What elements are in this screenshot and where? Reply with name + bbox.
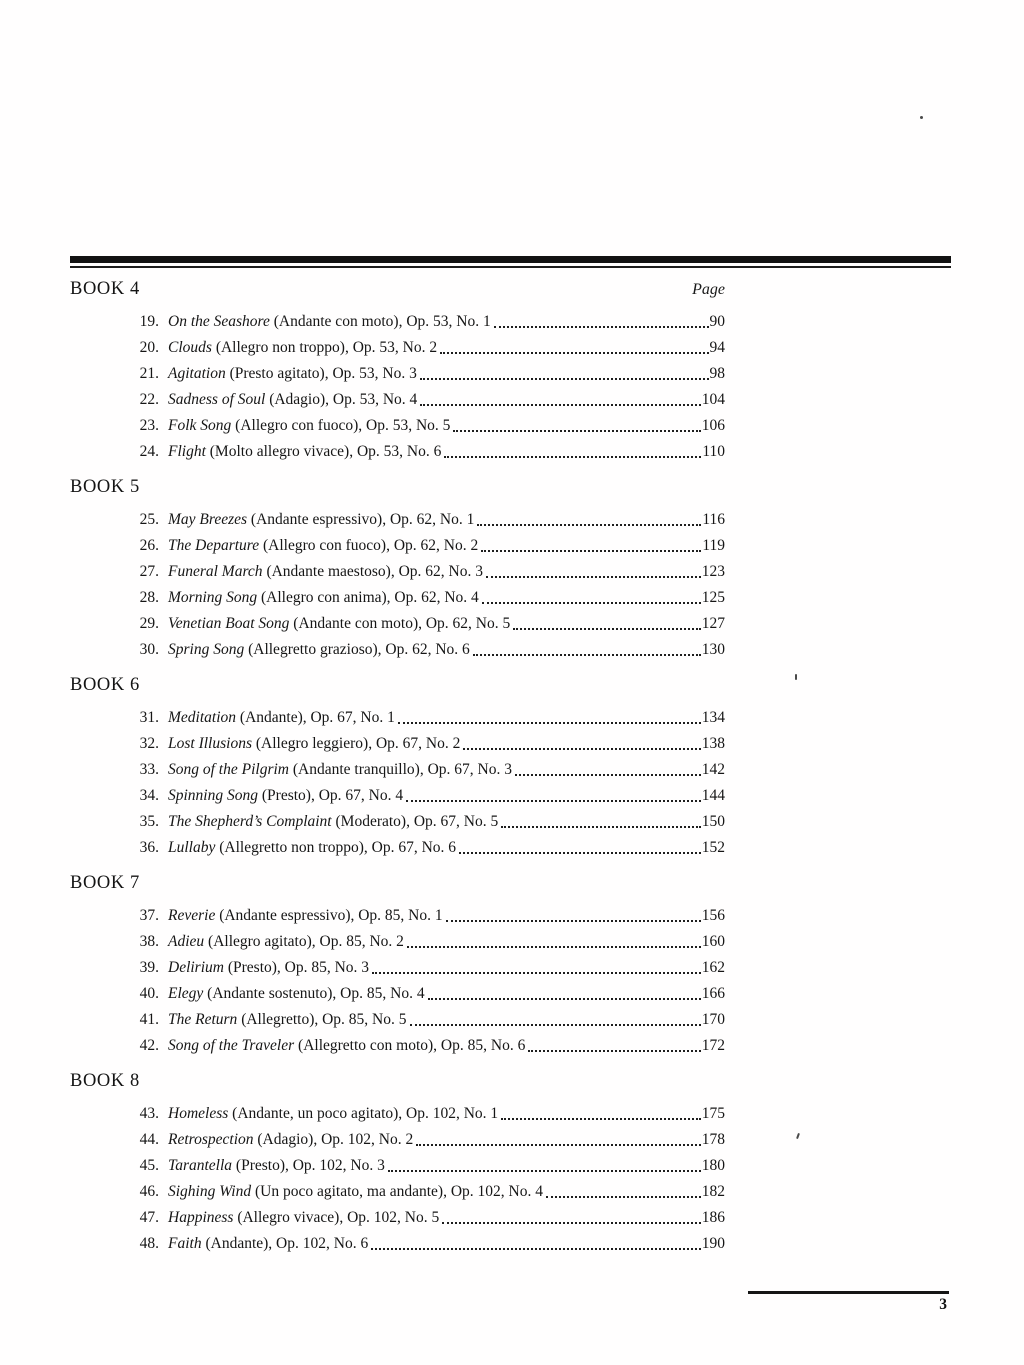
entry-list <box>70 1101 725 1257</box>
entry-title: Funeral March <box>168 563 263 580</box>
entry-detail: (Allegro leggiero), Op. 67, No. 2 <box>251 735 461 752</box>
scan-speck <box>796 1133 800 1139</box>
entry-text <box>168 439 441 465</box>
entry-title: Spring Song <box>168 641 245 658</box>
dot-leader <box>443 903 702 929</box>
entry-detail: (Andante espressivo), Op. 62, No. 1 <box>247 511 475 528</box>
entry-number: 35. <box>139 813 159 830</box>
dot-leader <box>479 585 702 611</box>
entry-number: 28. <box>139 589 159 606</box>
book-title: BOOK 5 <box>70 477 140 497</box>
entry-text <box>168 335 437 361</box>
entry-title: Venetian Boat Song <box>168 615 290 632</box>
entry-title: The Return <box>168 1011 238 1028</box>
book-header <box>70 1068 725 1094</box>
entry-page-number: 166 <box>701 985 725 1002</box>
entry-page-number: 106 <box>701 417 725 434</box>
entry-title: Lullaby <box>168 839 216 856</box>
entry-title: May Breezes <box>168 511 248 528</box>
toc-entry <box>70 981 725 1007</box>
entry-number: 42. <box>139 1037 159 1054</box>
entry-detail: (Adagio), Op. 102, No. 2 <box>253 1131 414 1148</box>
entry-text <box>168 981 425 1007</box>
entry-page-number: 182 <box>701 1183 725 1200</box>
toc-entry <box>70 611 725 637</box>
entry-page-number: 160 <box>701 933 725 950</box>
dot-leader <box>439 1205 702 1231</box>
book-header <box>70 276 725 302</box>
dot-leader <box>478 533 702 559</box>
entry-number: 24. <box>139 443 159 460</box>
entry-number: 33. <box>139 761 159 778</box>
entry-title: Clouds <box>168 339 212 356</box>
entry-number: 43. <box>139 1105 159 1122</box>
entry-detail: (Andante maestoso), Op. 62, No. 3 <box>262 563 483 580</box>
dot-leader <box>460 731 701 757</box>
entry-title: Retrospection <box>168 1131 254 1148</box>
toc-entry <box>70 533 725 559</box>
entry-text <box>168 559 483 585</box>
entry-page-number: 150 <box>701 813 725 830</box>
entry-text <box>168 361 417 387</box>
book-section <box>70 870 725 1059</box>
entry-text <box>168 783 403 809</box>
entry-detail: (Allegretto grazioso), Op. 62, No. 6 <box>244 641 470 658</box>
entry-text <box>168 1033 525 1059</box>
entry-page-number: 175 <box>701 1105 725 1122</box>
entry-page-number: 119 <box>702 537 725 554</box>
dot-leader <box>498 1101 702 1127</box>
footer-rule <box>748 1291 949 1294</box>
entry-page-number: 130 <box>701 641 725 658</box>
dot-leader <box>491 309 710 335</box>
entry-text <box>168 1153 385 1179</box>
header-double-rule <box>70 256 951 268</box>
dot-leader <box>404 929 702 955</box>
toc-entry <box>70 1205 725 1231</box>
book-section <box>70 276 725 465</box>
entry-page-number: 162 <box>701 959 725 976</box>
entry-text <box>168 929 404 955</box>
entry-number: 39. <box>139 959 159 976</box>
entry-page-number: 127 <box>701 615 725 632</box>
book-header <box>70 672 725 698</box>
dot-leader <box>403 783 702 809</box>
entry-detail: (Allegro agitato), Op. 85, No. 2 <box>204 933 404 950</box>
entry-text <box>168 1007 407 1033</box>
entry-page-number: 94 <box>709 339 725 356</box>
entry-page-number: 110 <box>702 443 725 460</box>
entry-title: Agitation <box>168 365 226 382</box>
entry-title: Flight <box>168 443 206 460</box>
book-title: BOOK 8 <box>70 1071 140 1091</box>
entry-detail: (Andante con moto), Op. 62, No. 5 <box>289 615 511 632</box>
entry-text <box>168 637 470 663</box>
rule-thick <box>70 256 951 263</box>
entry-text <box>168 705 395 731</box>
entry-page-number: 152 <box>701 839 725 856</box>
entry-title: Homeless <box>168 1105 229 1122</box>
entry-number: 21. <box>139 365 159 382</box>
dot-leader <box>413 1127 702 1153</box>
entry-text <box>168 1205 439 1231</box>
entry-title: Lost Illusions <box>168 735 252 752</box>
entry-text <box>168 387 417 413</box>
dot-leader <box>368 1231 702 1257</box>
entry-number: 47. <box>139 1209 159 1226</box>
entry-title: Morning Song <box>168 589 258 606</box>
entry-detail: (Molto allegro vivace), Op. 53, No. 6 <box>205 443 442 460</box>
entry-text <box>168 809 498 835</box>
dot-leader <box>474 507 702 533</box>
entry-text <box>168 413 450 439</box>
entry-title: The Shepherd’s Complaint <box>168 813 332 830</box>
page-column-label: Page <box>692 281 725 298</box>
entry-number: 32. <box>139 735 159 752</box>
entry-text <box>168 507 474 533</box>
toc-entry <box>70 637 725 663</box>
entry-detail: (Allegro non troppo), Op. 53, No. 2 <box>211 339 438 356</box>
entry-text <box>168 835 456 861</box>
toc-entry <box>70 1033 725 1059</box>
scan-speck <box>920 116 923 119</box>
entry-number: 25. <box>139 511 159 528</box>
entry-detail: (Presto), Op. 67, No. 4 <box>258 787 404 804</box>
entry-detail: (Andante, un poco agitato), Op. 102, No. 1 <box>228 1105 499 1122</box>
entry-text <box>168 1101 498 1127</box>
toc-entry <box>70 783 725 809</box>
entry-title: Sadness of Soul <box>168 391 266 408</box>
entry-list <box>70 903 725 1059</box>
entry-detail: (Andante), Op. 67, No. 1 <box>236 709 395 726</box>
book-header <box>70 474 725 500</box>
entry-title: Adieu <box>168 933 205 950</box>
toc-entry <box>70 361 725 387</box>
entry-title: Folk Song <box>168 417 232 434</box>
entry-number: 22. <box>139 391 159 408</box>
entry-page-number: 178 <box>701 1131 725 1148</box>
dot-leader <box>525 1033 701 1059</box>
toc-entry <box>70 439 725 465</box>
entry-detail: (Allegro con anima), Op. 62, No. 4 <box>257 589 479 606</box>
entry-page-number: 172 <box>701 1037 725 1054</box>
entry-number: 38. <box>139 933 159 950</box>
dot-leader <box>385 1153 702 1179</box>
toc-entry <box>70 387 725 413</box>
dot-leader <box>417 387 701 413</box>
entry-number: 36. <box>139 839 159 856</box>
entry-text <box>168 955 369 981</box>
toc-entry <box>70 585 725 611</box>
entry-detail: (Allegretto), Op. 85, No. 5 <box>237 1011 407 1028</box>
dot-leader <box>510 611 702 637</box>
table-of-contents <box>70 276 725 1257</box>
toc-entry <box>70 835 725 861</box>
entry-text <box>168 533 478 559</box>
entry-detail: (Presto agitato), Op. 53, No. 3 <box>225 365 417 382</box>
entry-page-number: 156 <box>701 907 725 924</box>
dot-leader <box>407 1007 702 1033</box>
dot-leader <box>395 705 702 731</box>
dot-leader <box>437 335 709 361</box>
entry-text <box>168 309 491 335</box>
dot-leader <box>425 981 702 1007</box>
entry-detail: (Andante tranquillo), Op. 67, No. 3 <box>288 761 512 778</box>
dot-leader <box>441 439 702 465</box>
toc-entry <box>70 731 725 757</box>
entry-number: 31. <box>139 709 159 726</box>
entry-text <box>168 585 479 611</box>
entry-text <box>168 757 512 783</box>
entry-text <box>168 731 460 757</box>
entry-text <box>168 1179 543 1205</box>
toc-entry <box>70 309 725 335</box>
rule-thin <box>70 266 951 268</box>
entry-number: 40. <box>139 985 159 1002</box>
book-section <box>70 1068 725 1257</box>
entry-detail: (Andante), Op. 102, No. 6 <box>201 1235 369 1252</box>
entry-text <box>168 1231 368 1257</box>
dot-leader <box>417 361 710 387</box>
toc-entry <box>70 929 725 955</box>
entry-list <box>70 507 725 663</box>
entry-number: 19. <box>139 313 159 330</box>
toc-entry <box>70 507 725 533</box>
toc-entry <box>70 335 725 361</box>
dot-leader <box>456 835 702 861</box>
entry-page-number: 170 <box>701 1011 725 1028</box>
book-title: BOOK 6 <box>70 675 140 695</box>
entry-title: The Departure <box>168 537 260 554</box>
entry-number: 44. <box>139 1131 159 1148</box>
entry-title: On the Seashore <box>168 313 270 330</box>
entry-title: Faith <box>168 1235 202 1252</box>
entry-detail: (Moderato), Op. 67, No. 5 <box>331 813 499 830</box>
entry-title: Tarantella <box>168 1157 233 1174</box>
entry-number: 37. <box>139 907 159 924</box>
entry-list <box>70 705 725 861</box>
entry-number: 45. <box>139 1157 159 1174</box>
entry-page-number: 144 <box>701 787 725 804</box>
book-section <box>70 672 725 861</box>
entry-title: Song of the Traveler <box>168 1037 295 1054</box>
entry-number: 29. <box>139 615 159 632</box>
toc-entry <box>70 1101 725 1127</box>
entry-number: 26. <box>139 537 159 554</box>
entry-detail: (Adagio), Op. 53, No. 4 <box>265 391 418 408</box>
entry-number: 27. <box>139 563 159 580</box>
entry-text <box>168 611 510 637</box>
entry-detail: (Andante sostenuto), Op. 85, No. 4 <box>203 985 425 1002</box>
entry-title: Spinning Song <box>168 787 258 804</box>
book-header <box>70 870 725 896</box>
entry-detail: (Allegro con fuoco), Op. 62, No. 2 <box>259 537 479 554</box>
toc-entry <box>70 1007 725 1033</box>
entry-detail: (Allegretto non troppo), Op. 67, No. 6 <box>215 839 457 856</box>
toc-entry <box>70 413 725 439</box>
entry-title: Meditation <box>168 709 237 726</box>
book-title: BOOK 7 <box>70 873 140 893</box>
dot-leader <box>369 955 702 981</box>
entry-number: 34. <box>139 787 159 804</box>
entry-title: Reverie <box>168 907 216 924</box>
toc-entry <box>70 903 725 929</box>
book-title: BOOK 4 <box>70 279 140 299</box>
dot-leader <box>470 637 702 663</box>
dot-leader <box>498 809 702 835</box>
entry-number: 20. <box>139 339 159 356</box>
entry-number: 48. <box>139 1235 159 1252</box>
scan-speck <box>795 674 797 680</box>
toc-entry <box>70 1179 725 1205</box>
entry-page-number: 116 <box>702 511 725 528</box>
entry-page-number: 186 <box>701 1209 725 1226</box>
toc-entry <box>70 1127 725 1153</box>
entry-page-number: 180 <box>701 1157 725 1174</box>
entry-detail: (Allegro vivace), Op. 102, No. 5 <box>233 1209 440 1226</box>
entry-detail: (Allegretto con moto), Op. 85, No. 6 <box>294 1037 526 1054</box>
entry-page-number: 98 <box>709 365 725 382</box>
toc-entry <box>70 559 725 585</box>
book-section <box>70 474 725 663</box>
entry-page-number: 90 <box>709 313 725 330</box>
dot-leader <box>512 757 702 783</box>
entry-number: 46. <box>139 1183 159 1200</box>
dot-leader <box>483 559 702 585</box>
entry-page-number: 134 <box>701 709 725 726</box>
entry-title: Sighing Wind <box>168 1183 252 1200</box>
entry-page-number: 138 <box>701 735 725 752</box>
entry-page-number: 190 <box>701 1235 725 1252</box>
entry-title: Happiness <box>168 1209 234 1226</box>
entry-title: Song of the Pilgrim <box>168 761 289 778</box>
entry-detail: (Allegro con fuoco), Op. 53, No. 5 <box>231 417 451 434</box>
entry-text <box>168 903 443 929</box>
entry-number: 30. <box>139 641 159 658</box>
toc-entry <box>70 955 725 981</box>
entry-page-number: 142 <box>701 761 725 778</box>
toc-entry <box>70 705 725 731</box>
entry-detail: (Presto), Op. 102, No. 3 <box>232 1157 385 1174</box>
toc-entry <box>70 809 725 835</box>
entry-list <box>70 309 725 465</box>
entry-number: 23. <box>139 417 159 434</box>
entry-detail: (Un poco agitato, ma andante), Op. 102, No. 4 <box>251 1183 543 1200</box>
entry-title: Delirium <box>168 959 224 976</box>
entry-page-number: 123 <box>701 563 725 580</box>
toc-entry <box>70 1231 725 1257</box>
page-footer <box>748 1291 949 1314</box>
toc-entry <box>70 1153 725 1179</box>
toc-entry <box>70 757 725 783</box>
dot-leader <box>450 413 701 439</box>
entry-detail: (Presto), Op. 85, No. 3 <box>223 959 370 976</box>
entry-title: Elegy <box>168 985 204 1002</box>
entry-detail: (Andante espressivo), Op. 85, No. 1 <box>215 907 443 924</box>
dot-leader <box>543 1179 702 1205</box>
entry-number: 41. <box>139 1011 159 1028</box>
entry-page-number: 104 <box>701 391 725 408</box>
entry-text <box>168 1127 413 1153</box>
entry-page-number: 125 <box>701 589 725 606</box>
page-number: 3 <box>939 1295 947 1313</box>
entry-detail: (Andante con moto), Op. 53, No. 1 <box>269 313 491 330</box>
